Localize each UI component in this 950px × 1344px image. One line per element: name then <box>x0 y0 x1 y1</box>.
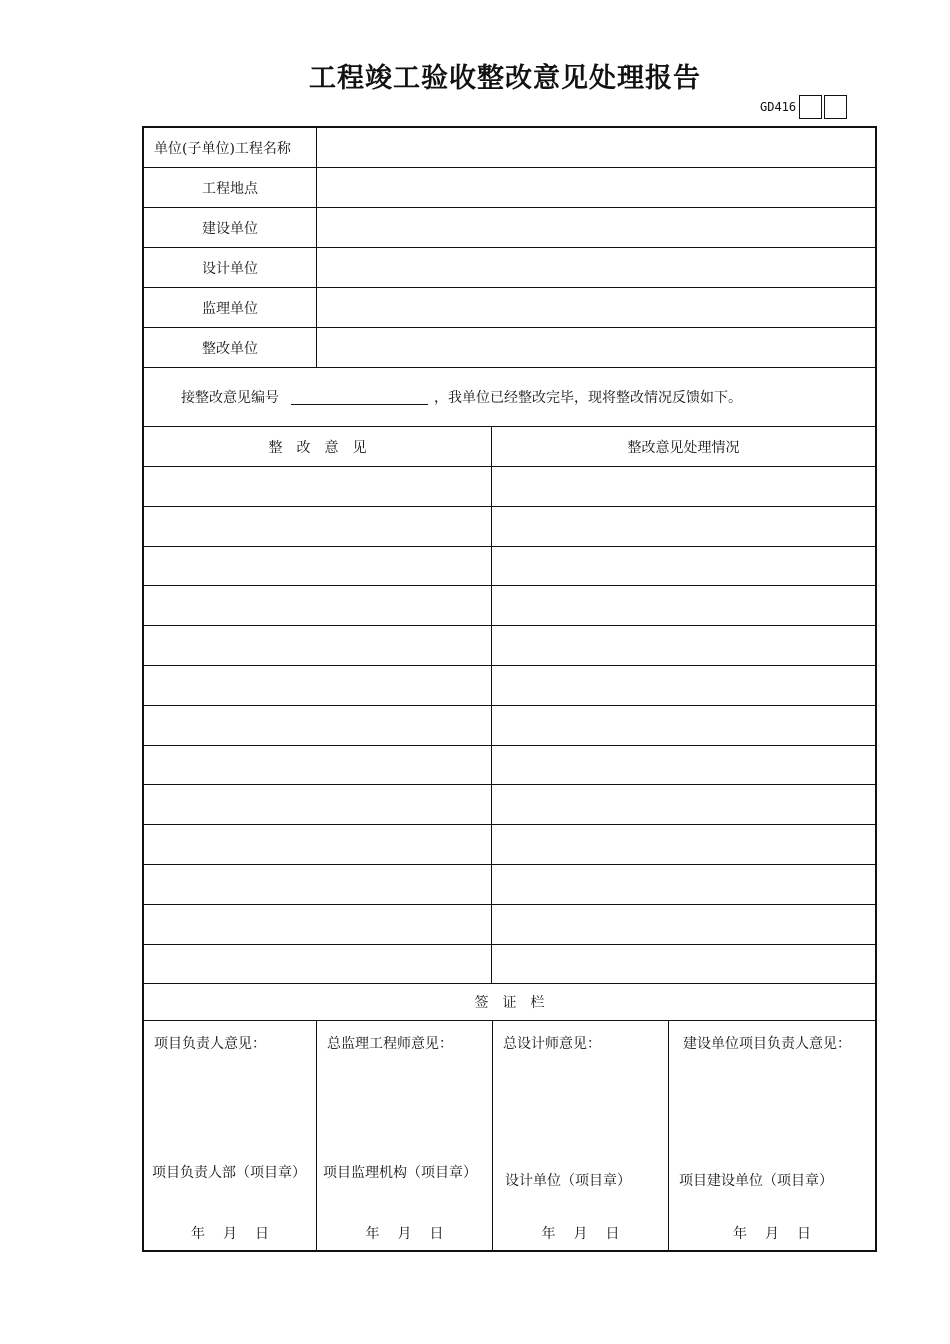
info-row-design <box>144 248 875 288</box>
col-rectify-opinion-header: 整 改 意 见 <box>268 439 367 456</box>
table-row <box>144 945 875 985</box>
form-code <box>760 95 847 119</box>
date-day: 日 <box>797 1226 811 1242</box>
handling-status-cell[interactable] <box>491 945 875 984</box>
sign-date <box>669 1223 875 1243</box>
form-code-label: GD416 <box>760 100 797 114</box>
rectify-opinion-cell[interactable] <box>144 626 491 665</box>
table-row <box>144 626 875 666</box>
sign-date <box>317 1223 492 1243</box>
signature-area <box>144 1021 875 1250</box>
table-row <box>144 467 875 507</box>
date-month: 月 <box>397 1226 412 1242</box>
handling-status-cell[interactable] <box>491 547 875 586</box>
sign-col-chief-designer[interactable] <box>492 1021 668 1250</box>
date-year: 年 <box>541 1226 556 1242</box>
sign-col-chief-supervisor[interactable] <box>316 1021 492 1250</box>
table-row <box>144 547 875 587</box>
info-row-project-name <box>144 128 875 168</box>
handling-status-cell[interactable] <box>491 467 875 506</box>
handling-status-cell[interactable] <box>491 586 875 625</box>
rectify-opinion-cell[interactable] <box>144 865 491 904</box>
col-handling-header: 整改意见处理情况 <box>491 427 875 466</box>
date-year: 年 <box>365 1226 380 1242</box>
info-row-site <box>144 168 875 208</box>
table-row <box>144 586 875 626</box>
sign-heading: 建设单位项目负责人意见： <box>683 1036 851 1052</box>
sign-date <box>493 1223 668 1243</box>
supervision-unit-field[interactable] <box>316 288 875 327</box>
info-label: 单位(子单位)工程名称 <box>154 140 291 157</box>
table-row <box>144 706 875 746</box>
info-row-supervision <box>144 288 875 328</box>
rectify-opinion-cell[interactable] <box>144 905 491 944</box>
date-year: 年 <box>733 1226 747 1242</box>
sign-heading: 总设计师意见： <box>503 1036 601 1052</box>
date-day: 日 <box>255 1226 269 1242</box>
info-label: 工程地点 <box>202 180 258 197</box>
date-month: 月 <box>223 1226 237 1242</box>
info-label: 监理单位 <box>202 300 258 317</box>
info-label: 整改单位 <box>202 340 258 357</box>
handling-status-cell[interactable] <box>491 626 875 665</box>
info-row-rectify <box>144 328 875 368</box>
table-row <box>144 865 875 905</box>
rectify-opinion-cell[interactable] <box>144 785 491 824</box>
rectify-opinion-cell[interactable] <box>144 945 491 984</box>
rectify-opinion-cell[interactable] <box>144 507 491 546</box>
notice-number-field[interactable] <box>291 390 428 405</box>
project-name-field[interactable] <box>316 128 875 167</box>
sign-date <box>144 1223 316 1243</box>
sign-org: 项目监理机构（项目章） <box>323 1165 477 1181</box>
handling-status-cell[interactable] <box>491 905 875 944</box>
table-header-row <box>144 427 875 467</box>
sign-col-project-lead[interactable] <box>144 1021 316 1250</box>
date-month: 月 <box>573 1226 588 1242</box>
rectify-opinion-cell[interactable] <box>144 547 491 586</box>
rectify-unit-field[interactable] <box>316 328 875 367</box>
table-row <box>144 507 875 547</box>
date-day: 日 <box>429 1226 444 1242</box>
sign-org: 项目负责人部（项目章） <box>152 1165 306 1181</box>
table-row <box>144 746 875 786</box>
handling-status-cell[interactable] <box>491 706 875 745</box>
report-form <box>142 126 877 1252</box>
handling-status-cell[interactable] <box>491 666 875 705</box>
notice-prefix: 接整改意见编号 <box>181 390 279 406</box>
form-code-box-1[interactable] <box>799 95 822 119</box>
handling-status-cell[interactable] <box>491 746 875 785</box>
signature-title-row <box>144 984 875 1021</box>
sign-heading: 项目负责人意见： <box>154 1036 266 1052</box>
table-row <box>144 905 875 945</box>
signature-section-title: 签 证 栏 <box>474 995 545 1011</box>
handling-status-cell[interactable] <box>491 825 875 864</box>
owner-unit-field[interactable] <box>316 208 875 247</box>
table-row <box>144 785 875 825</box>
sign-org: 设计单位（项目章） <box>505 1173 631 1189</box>
design-unit-field[interactable] <box>316 248 875 287</box>
page-title: 工程竣工验收整改意见处理报告 <box>309 63 701 94</box>
date-day: 日 <box>605 1226 620 1242</box>
sign-heading: 总监理工程师意见： <box>327 1036 453 1052</box>
info-row-owner <box>144 208 875 248</box>
site-field[interactable] <box>316 168 875 207</box>
sign-org: 项目建设单位（项目章） <box>679 1173 833 1189</box>
info-label: 设计单位 <box>202 260 258 277</box>
rectify-opinion-cell[interactable] <box>144 586 491 625</box>
handling-status-cell[interactable] <box>491 865 875 904</box>
rectify-opinion-cell[interactable] <box>144 825 491 864</box>
rectify-opinion-cell[interactable] <box>144 706 491 745</box>
info-label: 建设单位 <box>202 220 258 237</box>
date-month: 月 <box>765 1226 779 1242</box>
handling-status-cell[interactable] <box>491 785 875 824</box>
table-row <box>144 666 875 706</box>
handling-status-cell[interactable] <box>491 507 875 546</box>
sign-col-owner-lead[interactable] <box>668 1021 875 1250</box>
form-code-box-2[interactable] <box>824 95 847 119</box>
rectify-opinion-cell[interactable] <box>144 666 491 705</box>
date-year: 年 <box>191 1226 205 1242</box>
notice-suffix: ，我单位已经整改完毕，现将整改情况反馈如下。 <box>434 390 742 406</box>
notice-row <box>144 368 875 427</box>
rectify-opinion-cell[interactable] <box>144 746 491 785</box>
rectify-opinion-cell[interactable] <box>144 467 491 506</box>
table-row <box>144 825 875 865</box>
notice-text <box>144 368 875 426</box>
